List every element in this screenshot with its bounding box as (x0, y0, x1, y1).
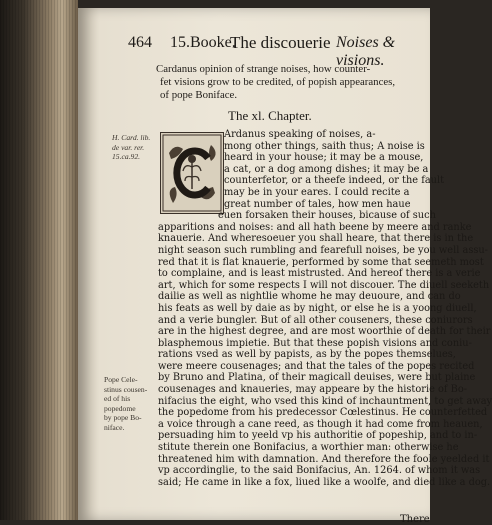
summary-line: of pope Boniface. (160, 89, 238, 101)
sidenote-line: de var. rer. (112, 142, 145, 152)
body-line: euen forsaken their houses, bicause of such (218, 210, 436, 222)
body-line: nifacius the eight, who vsed this kind of inchauntment, to get away (158, 395, 492, 407)
body-line: a voice through a cane reed, as though it had come from heauen, (158, 418, 483, 430)
summary-line: fet visions grow to be credited, of popish appearances, (160, 76, 396, 88)
sidenote-reference (112, 133, 154, 162)
body-line: great number of tales, how men haue (224, 198, 411, 210)
body-line: Ardanus speaking of noises, a- (224, 129, 376, 140)
body-line: to complaine, and is least mistrusted. And hereof there is a verie (158, 268, 481, 280)
sidenote-line: ed of his (104, 394, 131, 403)
body-line: the popedome from his predecessor Cœlestinus. He counterfetted (158, 407, 488, 419)
body-line: cousenages and knaueries, may appeare by the historie of Bo- (158, 384, 468, 396)
chapter-summary (156, 63, 424, 102)
body-line: heard in your house; it may be a mouse, (224, 152, 424, 164)
body-line: are in the highest degree, and are most woorthie of death for their (158, 326, 491, 338)
body-line: blasphemous impietie. But that these popish visions and coniu- (158, 337, 472, 349)
body-line: red that it is flat knauerie, performed by some that seemeth most (158, 256, 484, 268)
body-line: mong other things, saith thus; A noise is (224, 140, 425, 152)
body-line: a cat, or a dog among dishes; it may be a (224, 163, 429, 175)
chapter-body (158, 129, 492, 488)
body-line: knauerie. And wheresoeuer you shall heare, that there is in the (158, 233, 474, 245)
body-line: said; He came in like a fox, liued like a woolfe, and died like a dog. (158, 476, 491, 488)
body-line: stitute therein one Bonifacius, a worthier man: otherwise he (158, 442, 459, 454)
body-line: were meere cousenages; and that the tales of the popes recited (158, 360, 475, 372)
running-title: The discouerie (230, 33, 331, 52)
body-line: and a verie bungler. But of all other couseners, these coniurors (158, 314, 473, 326)
body-line: his feats as well by daie as by night, or else he is a yoong diuell, (158, 302, 477, 314)
body-line: threatened him with damnation. And therefore the foole yeelded it (158, 453, 490, 465)
running-head-right: Noises & visions. (336, 34, 396, 69)
body-line: by Bruno and Platina, of their magicall deuises, were but plaine (158, 372, 476, 384)
sidenote-line: by pope Bo- (104, 413, 142, 422)
body-line: may be in your eares. I could recite a (224, 186, 410, 198)
sidenote-line: Pope Cele- (104, 375, 138, 384)
sidenote-celestinus (104, 375, 154, 432)
book-page (78, 8, 492, 525)
body-line: dailie as well as nightlie whome he may deuoure, and can do (158, 291, 461, 303)
page-number: 464 (128, 34, 152, 51)
body-line: rations vsed as well by papists, as by the popes themselues, (158, 349, 456, 361)
body-line: counterfetor, or a theefe indeed, or the fault (224, 175, 445, 187)
body-line: apparitions and noises: and all hath beene by meere and ranke (158, 221, 472, 233)
sidenote-line: popedome (104, 403, 136, 413)
chapter-heading: The xl. Chapter. (228, 108, 312, 123)
sidenote-line: 15.ca.92. (112, 152, 141, 161)
summary-line: Cardanus opinion of strange noises, how counter- (156, 63, 371, 75)
body-line: night season such rumbling and fearefull noises, be you well assu- (158, 244, 488, 256)
body-line: art, which for some respects I will not discouer. The diuell seeketh (158, 279, 490, 291)
sidenote-line: niface. (104, 422, 125, 432)
book-page-edges (0, 0, 78, 520)
catchword: There (400, 514, 430, 525)
book-label: 15.Booke. (170, 34, 236, 51)
sidenote-line: stinus cousen- (104, 384, 148, 394)
sidenote-line: H. Card. lib. (112, 133, 151, 142)
body-line: vp accordinglie, to the said Bonifacius, An. 1264. of whom it was (158, 465, 481, 477)
body-line: persuading him to yeeld vp his authoritie of popeship, and to in- (158, 430, 478, 442)
